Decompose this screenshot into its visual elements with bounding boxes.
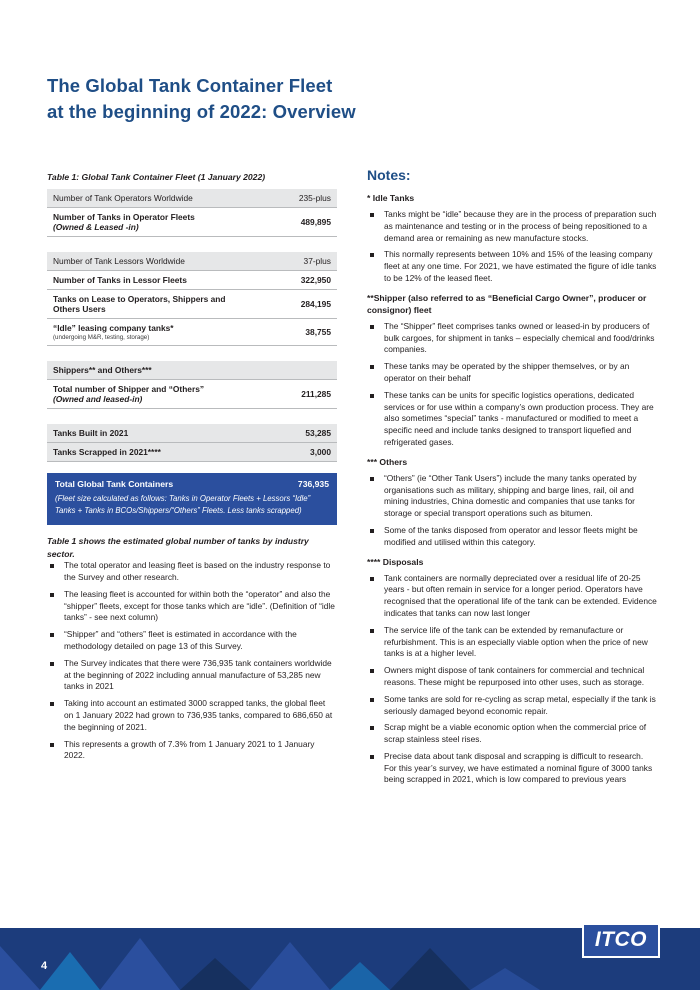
table-cell-label (47, 319, 253, 346)
left-column (47, 172, 337, 767)
total-detail: (Fleet size calculated as follows: Tanks in Operator Fleets + Lessors “Idle” Tanks + Tanks in BCOs/Shippers/“Others” Fleets. Less tanks scrapped) (55, 494, 311, 515)
notes-title: Notes: (367, 167, 411, 183)
total-value: 736,935 (297, 479, 329, 489)
table-cell-label: Tanks on Lease to Operators, Shippers and Others Users (47, 290, 253, 319)
table-cell-value: 322,950 (253, 271, 337, 290)
list-item: “Shipper” and “others” fleet is estimated in accordance with the methodology detailed on page 13 of this Survey. (47, 629, 335, 653)
table-cell-label: Number of Tank Lessors Worldwide (47, 252, 253, 271)
table-spacer (47, 409, 337, 425)
list-item: Scrap might be a viable economic option when the commercial price of scrap stainless steel rises. (367, 722, 657, 746)
table-footnote: Table 1 shows the estimated global number of tanks by industry sector. (47, 536, 309, 559)
notes-list-shipper (367, 321, 657, 449)
table-cell-label-text: Total number of Shipper and “Others” (53, 384, 205, 394)
list-item: The service life of the tank can be extended by remanufacture or refurbishment. This is an especially viable option when the price of new tanks is at a higher level. (367, 625, 657, 660)
list-item: The Survey indicates that there were 736,935 tank containers worldwide at the beginning of 2022 including annual manufacture of 53,285 new tanks in 2021 (47, 658, 335, 693)
notes-heading-shipper: **Shipper (also referred to as “Beneficial Cargo Owner”, producer or consignor) fleet (367, 292, 647, 315)
table-cell-value (253, 361, 337, 380)
table-row (47, 380, 337, 409)
list-item: Taking into account an estimated 3000 scrapped tanks, the global fleet on 1 January 2022 had grown to 736,935 tanks, compared to 686,650 at the beginning of 2021. (47, 698, 335, 733)
notes-list-disposals (367, 573, 657, 787)
list-item: “Others” (ie “Other Tank Users”) include the many tanks operated by organisations such as military, shipping and barge lines, rail, oil and mining industries, China domestic and companies that use tanks for storage or special transport operations such as bitumen. (367, 473, 657, 520)
table-cell-label (47, 208, 253, 237)
table-cell-value: 38,755 (253, 319, 337, 346)
notes-list-others (367, 473, 657, 549)
list-item: These tanks may be operated by the shipper themselves, or by an operator on their behalf (367, 361, 657, 385)
list-item: Tanks might be “idle” because they are in the process of preparation such as maintenance and testing or in the process of being repositioned to a demand area or remaining as new manufacture stocks. (367, 209, 657, 244)
table-cell-note: (undergoing M&R, testing, storage) (53, 334, 150, 341)
page-number: 4 (41, 960, 48, 972)
table-cell-label: Shippers** and Others*** (47, 361, 253, 380)
list-item: Some tanks are sold for re-cycling as scrap metal, especially if the tank is seriously damaged beyond economic repair. (367, 694, 657, 718)
list-item: These tanks can be units for specific logistics operations, dedicated services or for use within a company’s own production process. They are also sometimes “special” tanks - manufactured or modified to meet a specific need and include tanks designed to transport liquefied and refrigerated gases. (367, 390, 657, 449)
total-summary-header (55, 479, 329, 489)
list-item: This normally represents between 10% and 15% of the leasing company fleet at any one time. For 2021, we have estimated the figure of idle tanks to be 12% of the leased fleet. (367, 249, 657, 284)
left-bullet-list (47, 560, 335, 762)
list-item: The “Shipper” fleet comprises tanks owned or leased-in by producers of bulk cargoes, for shipment in tanks – especially chemical and food/drinks companies. (367, 321, 657, 356)
list-item: The total operator and leasing fleet is based on the industry response to the Survey and other research. (47, 560, 335, 584)
table-cell-label-text: “Idle” leasing company tanks* (53, 323, 174, 333)
table-row (47, 424, 337, 443)
page-title-line-1: The Global Tank Container Fleet (47, 75, 333, 96)
table-cell-label (47, 380, 253, 409)
notes-heading-others: *** Others (367, 456, 408, 467)
table-cell-value: 211,285 (253, 380, 337, 409)
table-cell-value: 284,195 (253, 290, 337, 319)
table-cell-value: 53,285 (253, 424, 337, 443)
table-cell-label: Number of Tanks in Lessor Fleets (47, 271, 253, 290)
table-cell-label: Tanks Scrapped in 2021**** (47, 443, 253, 462)
table-cell-value: 489,895 (253, 208, 337, 237)
table-row (47, 271, 337, 290)
table-cell-value: 3,000 (253, 443, 337, 462)
page-title (47, 73, 467, 125)
table-row (47, 319, 337, 346)
notes-list-idle-tanks (367, 209, 657, 285)
total-label: Total Global Tank Containers (55, 479, 174, 489)
table-row (47, 208, 337, 237)
table-row (47, 290, 337, 319)
list-item: Some of the tanks disposed from operator and lessor fleets might be modified and utilised within this category. (367, 525, 657, 549)
table-cell-value: 37-plus (253, 252, 337, 271)
list-item: This represents a growth of 7.3% from 1 January 2021 to 1 January 2022. (47, 739, 335, 763)
table-caption: Table 1: Global Tank Container Fleet (1 January 2022) (47, 172, 266, 182)
list-item: Tank containers are normally depreciated over a residual life of 20-25 years - but often remain in service for a longer period. Operators have recognised that the operational life of the tank can be extended. Evidence indicates that tanks can now last longer (367, 573, 657, 620)
table-row (47, 443, 337, 462)
total-summary-box (47, 473, 337, 525)
table-row (47, 252, 337, 271)
table-row (47, 189, 337, 208)
notes-heading-disposals: **** Disposals (367, 556, 424, 567)
table-cell-label: Tanks Built in 2021 (47, 424, 253, 443)
list-item: Owners might dispose of tank containers for commercial and technical reasons. These might be repurposed into other uses, such as storage. (367, 665, 657, 689)
table-spacer (47, 237, 337, 253)
table-cell-label-text: Number of Tanks in Operator Fleets (53, 212, 195, 222)
page-title-line-2: at the beginning of 2022: Overview (47, 101, 356, 122)
table-cell-sublabel: (Owned & Leased -in) (53, 222, 139, 232)
table-cell-sublabel: (Owned and leased-in) (53, 394, 143, 404)
notes-column (367, 167, 657, 791)
table-cell-label: Number of Tank Operators Worldwide (47, 189, 253, 208)
table-row (47, 361, 337, 380)
fleet-table (47, 189, 337, 462)
notes-heading-idle-tanks: * Idle Tanks (367, 193, 415, 203)
table-cell-value: 235-plus (253, 189, 337, 208)
page-footer (0, 928, 700, 990)
itco-logo: ITCO (582, 923, 660, 958)
list-item: Precise data about tank disposal and scrapping is difficult to research. For this year’s survey, we have estimated a nominal figure of 3000 tanks being scrapped in 2021, which is low compared to previous years (367, 751, 657, 786)
list-item: The leasing fleet is accounted for within both the “operator” and also the “shipper” fleets, except for those tanks which are “idle”. (Definition of “idle tanks” - see next column) (47, 589, 335, 624)
table-spacer (47, 346, 337, 362)
